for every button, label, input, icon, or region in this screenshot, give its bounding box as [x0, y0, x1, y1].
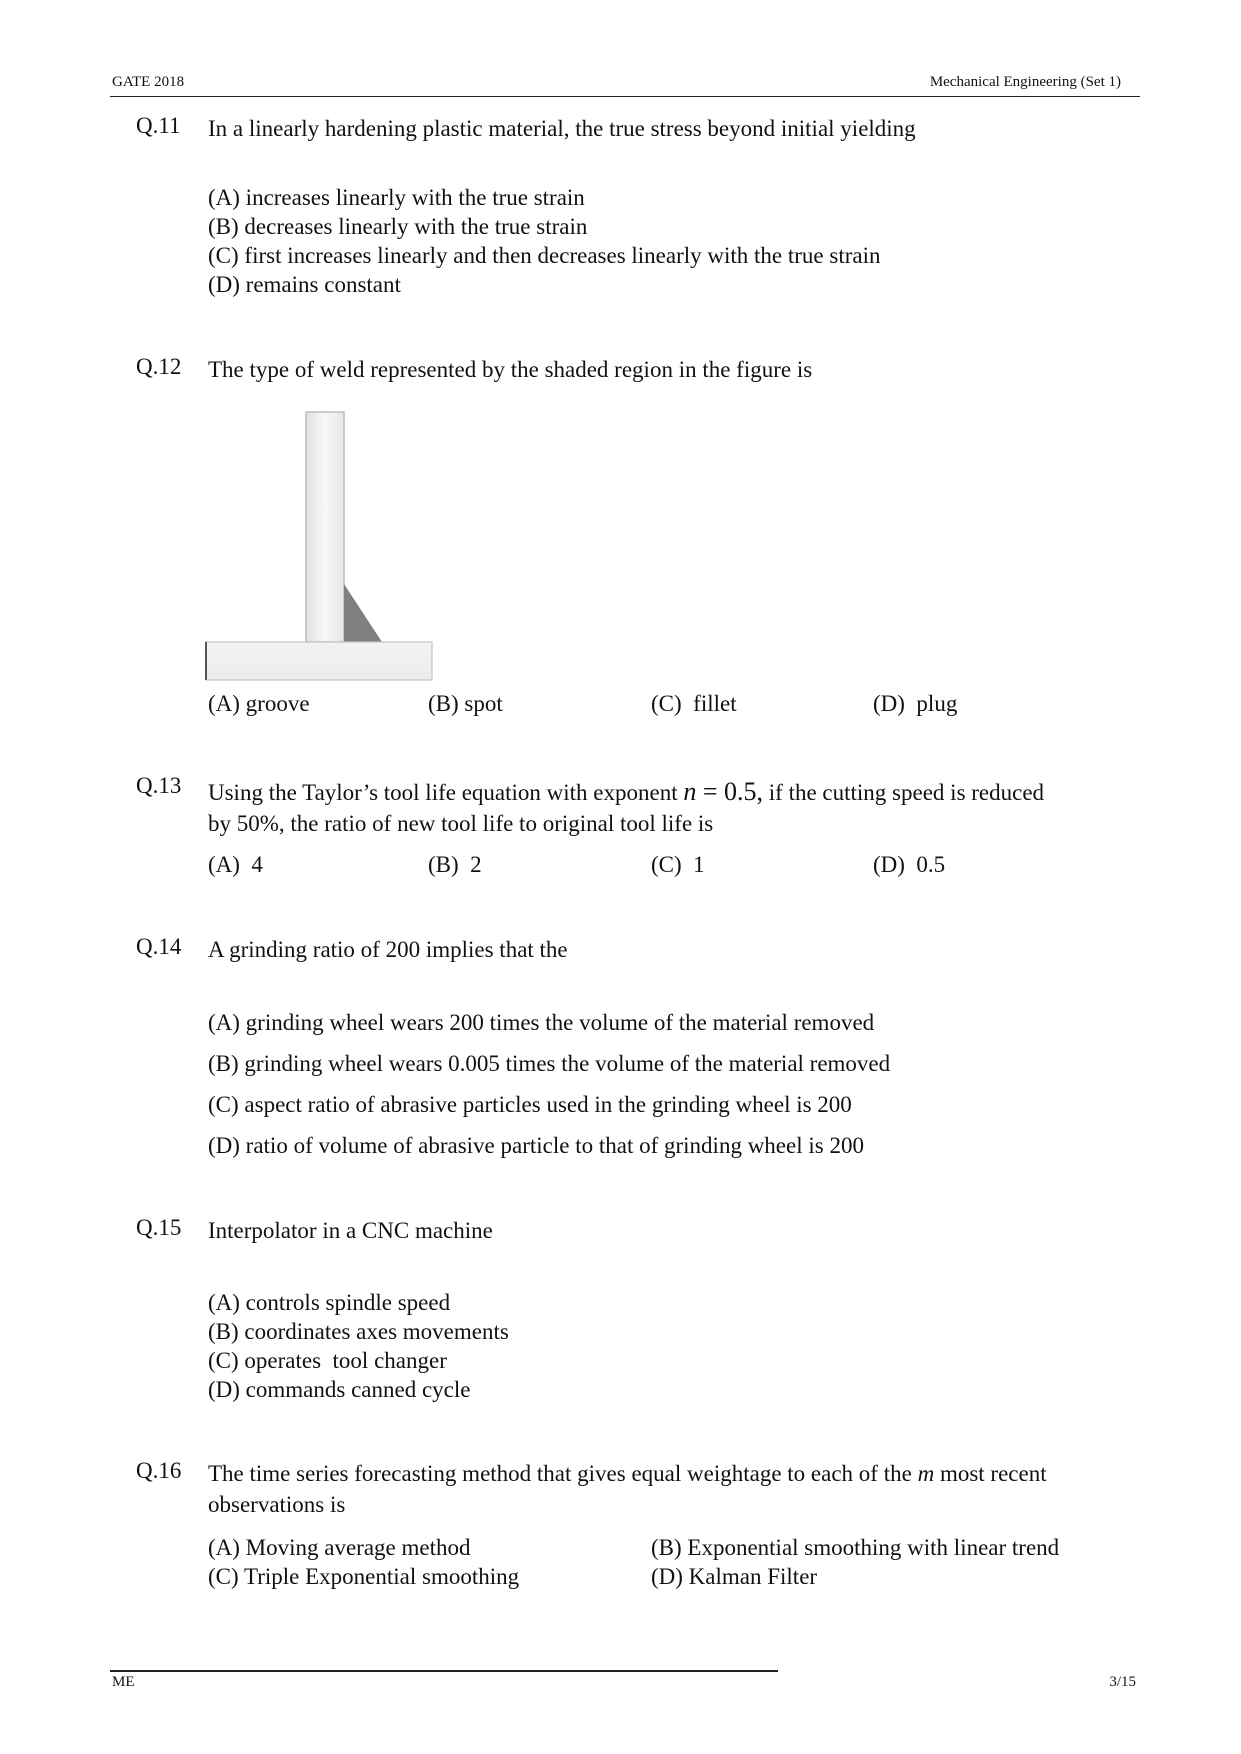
- footer-paper-code: ME: [112, 1674, 135, 1690]
- q14-number: Q.14: [136, 934, 182, 959]
- header-rule: [110, 96, 1140, 97]
- q14-option-a: (A) grinding wheel wears 200 times the volume of the material removed: [208, 1010, 875, 1035]
- q14-text: A grinding ratio of 200 implies that the: [208, 937, 568, 962]
- q13-option-b: (B) 2: [428, 852, 482, 877]
- vertical-plate: [306, 412, 344, 642]
- q15-option-c: (C) operates tool changer: [208, 1348, 447, 1373]
- q16-number: Q.16: [136, 1458, 182, 1483]
- q11-option-b: (B) decreases linearly with the true strain: [208, 214, 588, 239]
- q16-text-line2: observations is: [208, 1492, 346, 1517]
- q11-option-d: (D) remains constant: [208, 272, 401, 297]
- weld-figure: [200, 408, 440, 688]
- q15-option-b: (B) coordinates axes movements: [208, 1319, 509, 1344]
- header-exam-title: GATE 2018: [112, 74, 185, 90]
- q16-math-variable: m: [917, 1461, 935, 1486]
- q16-text-line1: [208, 1458, 1047, 1489]
- q11-option-c: (C) first increases linearly and then decreases linearly with the true strain: [208, 243, 881, 268]
- q12-option-b: (B) spot: [428, 691, 503, 716]
- q12-text: The type of weld represented by the shaded region in the figure is: [208, 357, 813, 382]
- q12-option-d: (D) plug: [873, 691, 958, 716]
- q13-text-line1: [208, 776, 1044, 808]
- q13-option-d: (D) 0.5: [873, 852, 946, 877]
- q15-option-d: (D) commands canned cycle: [208, 1377, 471, 1402]
- q11-text: In a linearly hardening plastic material, the true stress beyond initial yielding: [208, 116, 916, 141]
- q16-text-after: most recent: [939, 1461, 1047, 1486]
- q13-text-after: if the cutting speed is reduced: [768, 780, 1045, 805]
- footer-rule: [110, 1670, 778, 1672]
- q13-math-variable: n: [683, 777, 697, 806]
- q13-number: Q.13: [136, 773, 182, 798]
- footer-page-number: 3/15: [1109, 1674, 1136, 1690]
- q13-option-a: (A) 4: [208, 852, 263, 877]
- q13-text-before: Using the Taylor’s tool life equation with exponent: [208, 780, 678, 805]
- q11-number: Q.11: [136, 113, 181, 138]
- q11-option-a: (A) increases linearly with the true strain: [208, 185, 585, 210]
- q12-number: Q.12: [136, 354, 182, 379]
- q16-option-a: (A) Moving average method: [208, 1535, 471, 1560]
- q13-option-c: (C) 1: [651, 852, 705, 877]
- header-paper-title: Mechanical Engineering (Set 1): [929, 74, 1121, 90]
- q13-math-equation: = 0.5,: [696, 777, 764, 806]
- q12-option-a: (A) groove: [208, 691, 310, 716]
- q14-option-b: (B) grinding wheel wears 0.005 times the volume of the material removed: [208, 1051, 891, 1076]
- q16-option-d: (D) Kalman Filter: [651, 1564, 818, 1589]
- q15-option-a: (A) controls spindle speed: [208, 1290, 451, 1315]
- q14-option-d: (D) ratio of volume of abrasive particle to that of grinding wheel is 200: [208, 1133, 864, 1158]
- q16-option-b: (B) Exponential smoothing with linear trend: [651, 1535, 1060, 1560]
- horizontal-plate: [206, 642, 432, 680]
- q15-number: Q.15: [136, 1215, 182, 1240]
- fillet-weld-shaded-region: [344, 584, 382, 642]
- q15-text: Interpolator in a CNC machine: [208, 1218, 493, 1243]
- q14-option-c: (C) aspect ratio of abrasive particles used in the grinding wheel is 200: [208, 1092, 852, 1117]
- q12-option-c: (C) fillet: [651, 691, 737, 716]
- q13-text-line2: by 50%, the ratio of new tool life to original tool life is: [208, 811, 714, 836]
- q16-text-before: The time series forecasting method that gives equal weightage to each of the: [208, 1461, 912, 1486]
- q16-option-c: (C) Triple Exponential smoothing: [208, 1564, 520, 1589]
